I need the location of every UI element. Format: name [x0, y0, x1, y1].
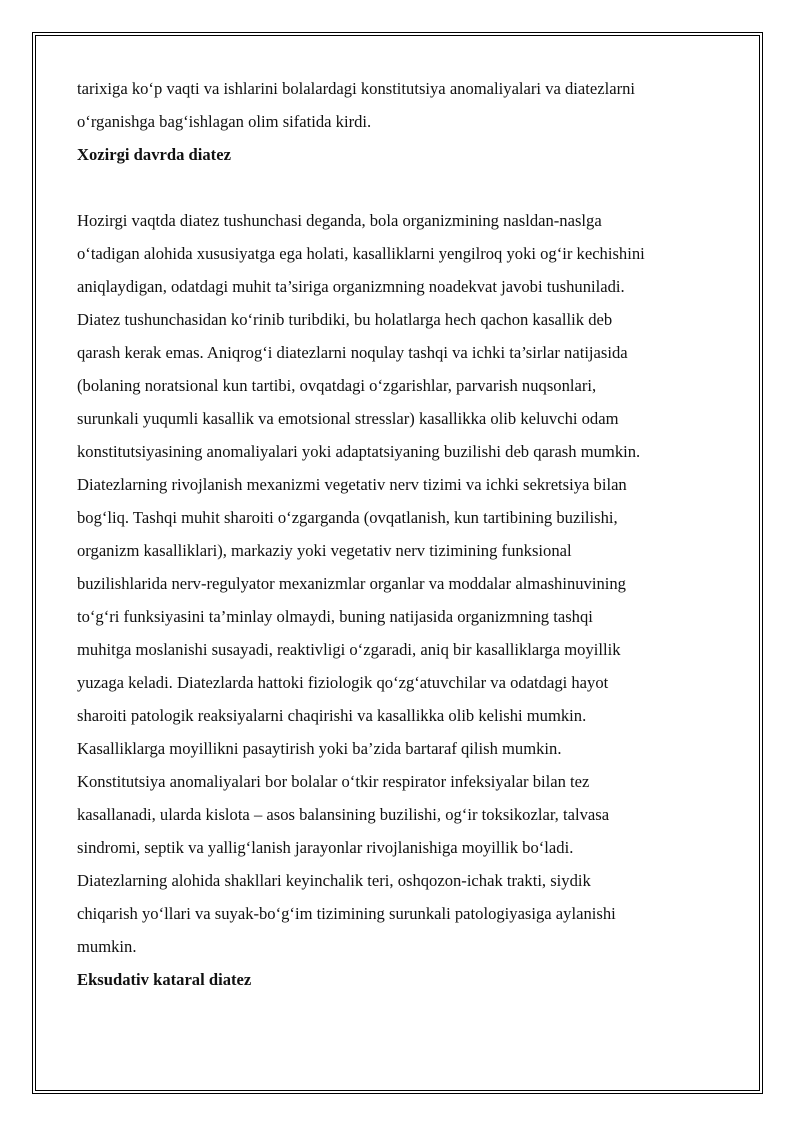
section-paragraph	[77, 204, 727, 963]
text-line: Kasalliklarga moyillikni pasaytirish yoki ba’zida bartaraf qilish mumkin.	[77, 739, 562, 758]
text-line: bog‘liq. Tashqi muhit sharoiti o‘zgarganda (ovqatlanish, kun tartibining buzilishi,	[77, 508, 618, 527]
text-line: aniqlaydigan, odatdagi muhit ta’siriga organizmning noadekvat javobi tushuniladi.	[77, 277, 625, 296]
text-line: buzilishlarida nerv-regulyator mexanizmlar organlar va moddalar almashinuvining	[77, 574, 626, 593]
document-body	[77, 72, 727, 996]
text-line: kasallanadi, ularda kislota – asos balansining buzilishi, og‘ir toksikozlar, talvasa	[77, 805, 610, 824]
text-line: o‘rganishga bag‘ishlagan olim sifatida kirdi.	[77, 112, 372, 131]
text-line: (bolaning noratsional kun tartibi, ovqatdagi o‘zgarishlar, parvarish nuqsonlari,	[77, 376, 597, 395]
text-line: konstitutsiyasining anomaliyalari yoki adaptatsiyaning buzilishi deb qarash mumkin.	[77, 442, 641, 461]
intro-paragraph	[77, 72, 727, 138]
section-heading-exudative-diathesis: Eksudativ kataral diatez	[77, 970, 252, 989]
text-line: mumkin.	[77, 937, 137, 956]
text-line: tarixiga ko‘p vaqti va ishlarini bolalardagi konstitutsiya anomaliyalari va diatezlarni	[77, 79, 636, 98]
text-line: Diatezlarning rivojlanish mexanizmi vegetativ nerv tizimi va ichki sekretsiya bilan	[77, 475, 627, 494]
text-line: organizm kasalliklari), markaziy yoki vegetativ nerv tizimining funksional	[77, 541, 572, 560]
text-line: sharoiti patologik reaksiyalarni chaqirishi va kasallikka olib kelishi mumkin.	[77, 706, 587, 725]
text-line: surunkali yuqumli kasallik va emotsional stresslar) kasallikka olib keluvchi odam	[77, 409, 619, 428]
text-line: chiqarish yo‘llari va suyak-bo‘g‘im tizimining surunkali patologiyasiga aylanishi	[77, 904, 616, 923]
text-line: sindromi, septik va yallig‘lanish jarayonlar rivojlanishiga moyillik bo‘ladi.	[77, 838, 574, 857]
text-line: Diatezlarning alohida shakllari keyinchalik teri, oshqozon-ichak trakti, siydik	[77, 871, 591, 890]
text-line: o‘tadigan alohida xususiyatga ega holati, kasalliklarni yengilroq yoki og‘ir kechishini	[77, 244, 645, 263]
text-line: Diatez tushunchasidan ko‘rinib turibdiki, bu holatlarga hech qachon kasallik deb	[77, 310, 613, 329]
section-heading-current-period: Xozirgi davrda diatez	[77, 145, 231, 164]
text-line: to‘g‘ri funksiyasini ta’minlay olmaydi, buning natijasida organizmning tashqi	[77, 607, 593, 626]
text-line: Konstitutsiya anomaliyalari bor bolalar o‘tkir respirator infeksiyalar bilan tez	[77, 772, 590, 791]
text-line: qarash kerak emas. Aniqrog‘i diatezlarni noqulay tashqi va ichki ta’sirlar natijasida	[77, 343, 628, 362]
blank-line	[77, 171, 727, 204]
text-line: yuzaga keladi. Diatezlarda hattoki fiziologik qo‘zg‘atuvchilar va odatdagi hayot	[77, 673, 609, 692]
text-line: muhitga moslanishi susayadi, reaktivligi o‘zgaradi, aniq bir kasalliklarga moyillik	[77, 640, 621, 659]
text-line: Hozirgi vaqtda diatez tushunchasi deganda, bola organizmining nasldan-naslga	[77, 211, 602, 230]
